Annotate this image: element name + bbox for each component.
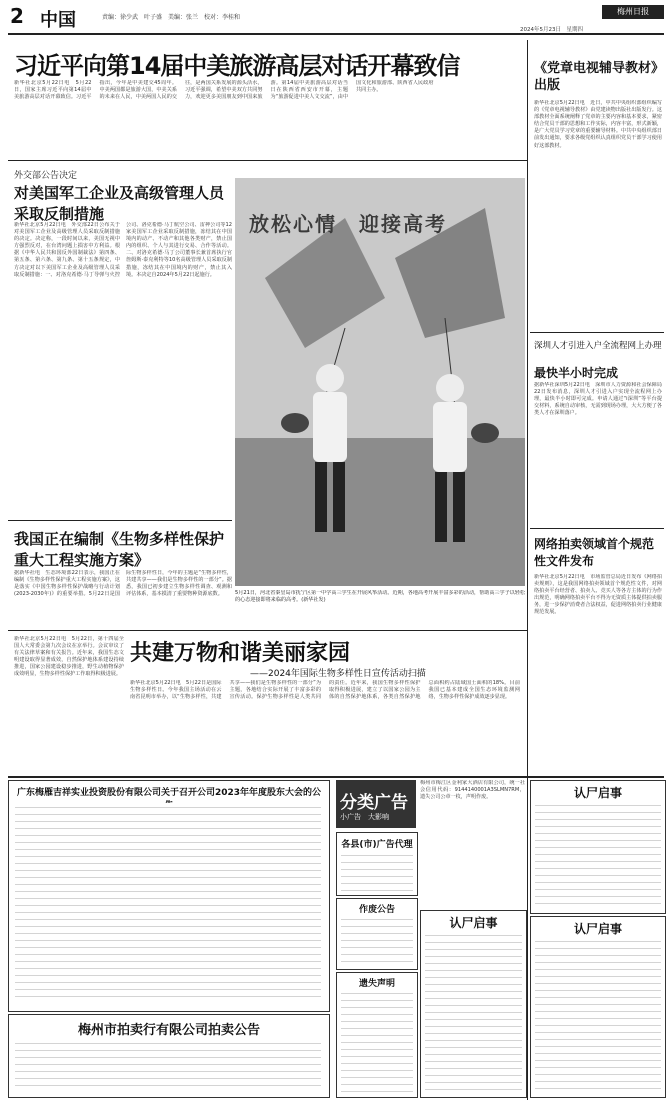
auction-notice-text <box>15 1039 321 1091</box>
lead-divider <box>8 160 527 161</box>
left-divider <box>8 520 232 521</box>
body-claim-notice-3 <box>530 916 666 1098</box>
shareholder-notice-title: 广东梅雁吉祥实业投资股份有限公司关于召开公司2023年年度股东大会的公 <box>16 788 322 798</box>
right-divider-2 <box>530 528 664 529</box>
void-notice-text <box>341 915 413 965</box>
photo-caption: 5月21日，河北省秦皇岛市抚宁区第一中学高三学生在开展风筝活动。近期，各地高考开展丰富多彩的活动，帮助高三学子以轻松的心态迎接即将来临的高考。(新华社发) <box>235 590 525 604</box>
auction-notice <box>8 1014 330 1098</box>
body-claim-title-3: 认尸启事 <box>573 922 622 936</box>
sanctions-kicker: 外交部公告决定 <box>14 171 78 181</box>
kite-photo-illustration <box>235 178 525 586</box>
company-seal-notice: 梅州市梅江区金利家大酒店有限公司，统一社会信用代码：9144140001A3SLMN7RM，遗失公司公章一枚，声明作废。 <box>420 780 525 801</box>
mid-body: 新华社北京5月22日电 5月22日，第十四届全国人大常委会第九次会议在京举行。会议审议了有关法律草案和有关报告。近年来，我国生态文明建设取得显著成效，自然保护地体系建设持续推进，国家公园建设稳步推进，野生动植物保护成效明显，生物多样性保护工作取得积极进展。 <box>14 636 124 678</box>
body-claim-notice-1 <box>530 780 666 914</box>
county-agents-title: 各县(市)广告代理 <box>341 840 413 850</box>
right-column-rule <box>527 40 528 1100</box>
void-notice-title: 作废公告 <box>358 905 395 915</box>
void-notice <box>336 898 418 970</box>
classified-subtitle: 小广告 大影响 <box>340 813 389 821</box>
biodiversity-plan-body: 据新华社电 生态环境部22日表示，我国正在编制《生物多样性保护重大工程实施方案》，这是落实《中国生物多样性保护战略与行动计划(2023-2030年)》的重要举措。5月22日是国际生物多样性日，今年的主题是“生物多样性，共建共享——我们是生物多样性的一部分”。据悉，我国已初步建立生物多样性调查、观测和评估体系，基本摸清了重要物种资源底数。 <box>14 570 232 598</box>
sanctions-body: 新华社北京5月22日电 外交部22日公布关于对美国军工企业及高级管理人员采取反制措施的决定。决定称，一段时间以来，美国无视中方强烈反对，在台湾问题上损害中方利益。根据《中华人民共和国反外国制裁法》第四条、第五条、第六条、第九条、第十五条规定，中方决定对以下美国军工企业及高级管理人员采取反制措施：一、对洛克希德·马丁导弹与火控公司、洛克希德·马丁航空公司、雷神公司等12家美国军工企业采取反制措施，冻结其在中国境内的动产、不动产和其他各类财产，禁止国内的组织、个人与其进行交易、合作等活动。二、对洛克希德·马丁公司董事长兼首席执行官詹姆斯·泰克利特等10名高级管理人员采取反制措施，冻结其在中国境内的财产，禁止其入境。本决定自2024年5月22日起施行。 <box>14 222 232 278</box>
body-claim-title-2: 认尸启事 <box>449 916 498 930</box>
mid-divider <box>8 630 527 631</box>
body-claim-text-1 <box>535 801 661 909</box>
auction-rules-headline: 网络拍卖领域首个规范性文件发布 <box>534 537 655 568</box>
classified-title: 分类广告 <box>340 793 408 813</box>
loss-statement-text <box>341 989 413 1093</box>
loss-statement <box>336 972 418 1098</box>
shareholder-meeting-notice <box>8 780 330 1012</box>
sanctions-headline: 对美国军工企业及高级管理人员采取反制措施 <box>14 184 225 223</box>
shenzhen-kicker: 深圳人才引进入户全流程网上办理 <box>534 341 662 351</box>
biodiversity-body: 新华社北京5月22日电 5月22日是国际生物多样性日。今年我国主场活动在云南省昆明市举办，以“生物多样性，共建共享——我们是生物多样性的一部分”为主题，各地结合实际开展了丰富多彩的宣传活动。保护生物多样性是人类共同的责任。近年来，我国生物多样性保护取得积极进展，建立了以国家公园为主体的自然保护地体系，各类自然保护地总面积约占陆域国土面积的18%。目前我国已基本建成全国生态环境监测网络，生物多样性保护成效逐步显现。 <box>130 680 520 701</box>
biodiversity-plan-headline: 我国正在编制《生物多样性保护重大工程实施方案》 <box>14 530 225 569</box>
county-agents-list <box>341 851 413 891</box>
body-claim-text-3 <box>535 937 661 1093</box>
photo-calligraphy-title: 放松心情 迎接高考 <box>249 212 447 236</box>
auction-rules-body: 新华社北京5月22日电 市场监管总局近日发布《网络拍卖规则》，这是我国网络拍卖领域首个规范性文件，对网络拍卖平台经营者、拍卖人、竞买人等各方主体的行为作出规范，明确网络拍卖平台不得为无资质主体提供拍卖服务，进一步保护消费者合法权益，促进网络拍卖行业健康规范发展。 <box>534 574 662 616</box>
party-constitution-body: 新华社北京5月22日电 近日，中共中央组织部组织编写的《党章电视辅导教材》由党建读物出版社出版发行。这部教材全面系统阐释了党章的主要内容和基本要求，紧密结合党员干部的思想和工作实际，内容丰富，形式新颖，是广大党员学习党章的重要辅导材料。中共中央组织部日前发出通知，要求各级党组织认真组织党员干部学习使用好这部教材。 <box>534 100 662 149</box>
body-claim-title-1: 认尸启事 <box>573 786 622 800</box>
section-name: 中国 <box>40 10 76 31</box>
shenzhen-body: 据新华社深圳5月22日电 深圳市人力资源和社会保障局22日发布消息，深圳人才引进入户实现全流程网上办理，最快半小时即可完成。申请人通过“i深圳”等平台提交材料，系统自动审核，无需到现场办理，大大方便了各类人才在深圳落户。 <box>534 382 662 417</box>
shenzhen-headline: 最快半小时完成 <box>534 366 619 380</box>
shareholder-notice-text <box>15 803 321 1003</box>
county-agents-box <box>336 832 418 896</box>
biodiversity-subhead: ——2024年国际生物多样性日宣传活动扫描 <box>250 669 426 679</box>
masthead-logo: 梅州日报 <box>602 5 664 19</box>
biodiversity-headline: 共建万物和谐美丽家园 <box>130 641 351 666</box>
body-claim-text-2 <box>425 931 522 1093</box>
lead-headline: 习近平向第14届中美旅游高层对话开幕致信 <box>14 52 460 80</box>
editor-credits: 责编：徐少武 叶子盛 美编：张兰 校对：李桂和 <box>102 14 241 21</box>
issue-date: 2024年5月23日 星期四 <box>520 27 583 33</box>
right-divider-1 <box>530 332 664 333</box>
ads-rule <box>8 776 664 778</box>
party-constitution-headline: 《党章电视辅导教材》出版 <box>534 61 658 93</box>
auction-notice-title: 梅州市拍卖行有限公司拍卖公告 <box>77 1023 260 1038</box>
header-rule <box>8 33 664 35</box>
lead-body: 新华社北京5月22日电 5月22日，国家主席习近平向第14届中美旅游高层对话开幕致信。习近平指出，今年是中美建交45周年。中美两国都是旅游大国，中美关系的未来在人民，中美两国人民的交往，是两国关系发展的源头活水，习近平强调，希望中美双方共同努力，欢迎更多美国朋友到中国来旅游。第14届中美旅游高层对话当日在陕西省西安市开幕，主题为“旅游促进中美人文交流”，由中国文化和旅游部、陕西省人民政府共同主办。 <box>14 80 434 101</box>
body-claim-notice-2 <box>420 910 527 1098</box>
loss-statement-title: 遗失声明 <box>358 979 395 989</box>
page-number: 2 <box>10 4 24 28</box>
classified-banner <box>336 780 416 828</box>
kite-photo <box>235 178 525 586</box>
